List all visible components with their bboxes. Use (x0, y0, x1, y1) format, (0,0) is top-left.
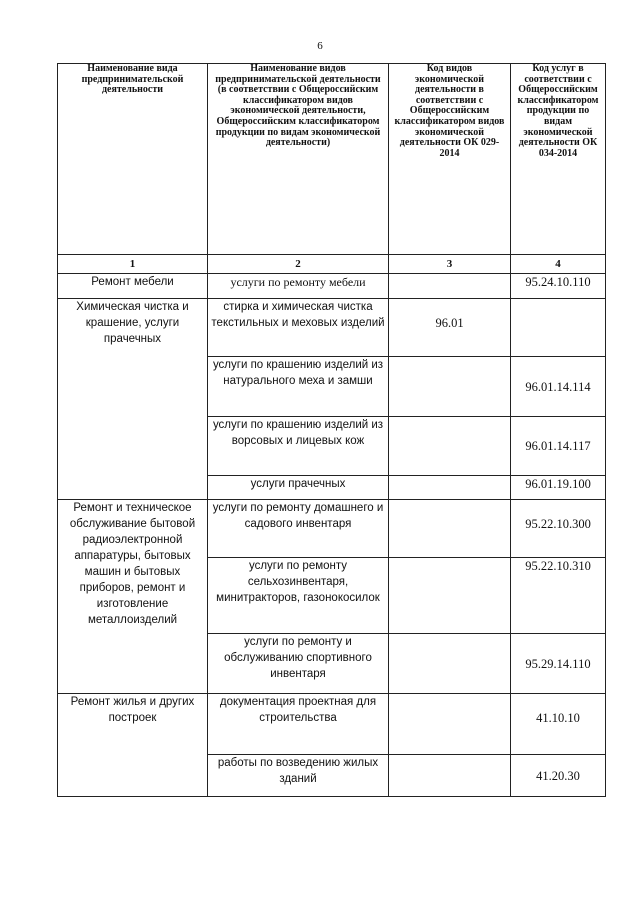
service-name: работы по возведению жилых зданий (208, 755, 389, 797)
column-number: 3 (389, 255, 511, 274)
header-activity: Наименование вида предпринимательской деятельности (58, 64, 208, 255)
column-number: 1 (58, 255, 208, 274)
activity-name: Ремонт и техническое обслуживание бытовой радиоэлектронной аппаратуры, бытовых машин и бытовых приборов, ремонт и изготовление металлоизделий (58, 500, 208, 694)
okved-code (389, 694, 511, 755)
service-name: услуги по крашению изделий из ворсовых и лицевых кож (208, 417, 389, 476)
service-name: услуги по ремонту сельхозинвентаря, минитракторов, газонокосилок (208, 558, 389, 634)
header-services: Наименование видов предпринимательской деятельности (в соответствии с Общероссийским классификатором видов экономической деятельности, Общероссийским классификатором продукции по видам экономической деятельности) (208, 64, 389, 255)
okpd-code (511, 299, 606, 357)
okved-code (389, 476, 511, 500)
okpd-code: 95.22.10.310 (511, 558, 606, 634)
table-row (58, 694, 606, 755)
okved-code (389, 357, 511, 417)
okved-code (389, 755, 511, 797)
activity-name: Ремонт мебели (58, 274, 208, 299)
okpd-code: 95.29.14.110 (511, 634, 606, 694)
okpd-code: 95.22.10.300 (511, 500, 606, 558)
service-name: документация проектная для строительства (208, 694, 389, 755)
okpd-code: 41.10.10 (511, 694, 606, 755)
column-number: 2 (208, 255, 389, 274)
okpd-code: 41.20.30 (511, 755, 606, 797)
header-okved-code: Код видов экономической деятельности в соответствии с Общероссийским классификатором видов экономической деятельности ОК 029-2014 (389, 64, 511, 255)
okpd-code: 95.24.10.110 (511, 274, 606, 299)
page-number: 6 (317, 40, 323, 52)
service-name: услуги прачечных (208, 476, 389, 500)
okved-code (389, 558, 511, 634)
activity-name: Химическая чистка и крашение, услуги прачечных (58, 299, 208, 500)
okved-code (389, 417, 511, 476)
okved-code (389, 634, 511, 694)
okpd-code: 96.01.14.114 (511, 357, 606, 417)
service-name: стирка и химическая чистка текстильных и меховых изделий (208, 299, 389, 357)
column-number: 4 (511, 255, 606, 274)
service-name: услуги по ремонту домашнего и садового инвентаря (208, 500, 389, 558)
okpd-code: 96.01.14.117 (511, 417, 606, 476)
okved-code (389, 274, 511, 299)
activity-table (57, 63, 606, 797)
okved-code (389, 500, 511, 558)
table-row (58, 274, 606, 299)
activity-name: Ремонт жилья и других построек (58, 694, 208, 797)
table-row (58, 299, 606, 357)
column-numbers-row (58, 255, 606, 274)
service-name: услуги по ремонту мебели (208, 274, 389, 299)
okpd-code: 96.01.19.100 (511, 476, 606, 500)
service-name: услуги по ремонту и обслуживанию спортивного инвентаря (208, 634, 389, 694)
table-row (58, 500, 606, 558)
service-name: услуги по крашению изделий из натурального меха и замши (208, 357, 389, 417)
table-header-row (58, 64, 606, 255)
header-okpd-code: Код услуг в соответствии с Общероссийским классификатором продукции по видам экономической деятельности ОК 034-2014 (511, 64, 606, 255)
okved-code: 96.01 (389, 299, 511, 357)
